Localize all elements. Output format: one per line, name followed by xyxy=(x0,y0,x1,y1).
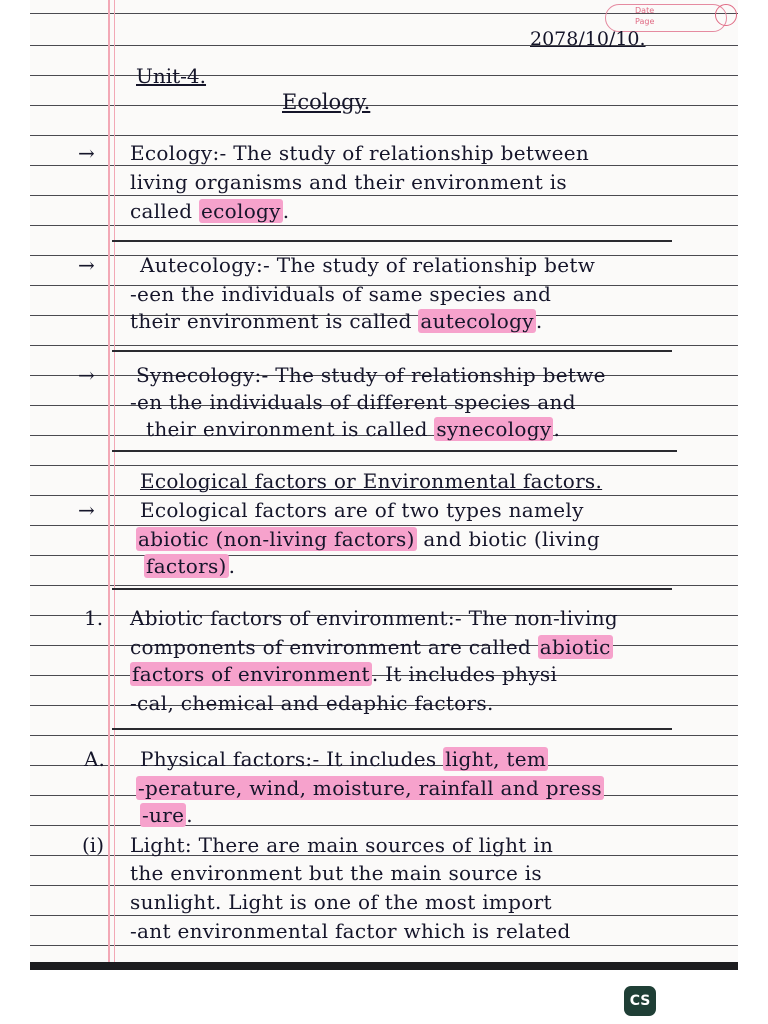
note-line: -ant environmental factor which is related xyxy=(130,919,571,943)
note-line: -cal, chemical and edaphic factors. xyxy=(130,691,494,715)
note-line: factors) . xyxy=(146,554,236,578)
section-marker: → xyxy=(78,363,95,387)
section-divider xyxy=(112,240,672,242)
note-line: their environment is called synecology . xyxy=(146,417,561,441)
section-marker: A. xyxy=(84,747,105,771)
note-line: -en the individuals of different species and xyxy=(130,390,576,414)
section-divider xyxy=(112,350,672,352)
note-line: living organisms and their environment is xyxy=(130,170,567,194)
handwritten-date: 2078/10/10. xyxy=(530,28,646,50)
section-marker: → xyxy=(78,253,95,277)
note-line: Autecology:- The study of relationship betw xyxy=(140,253,596,277)
note-line: factors of environment . It includes physi xyxy=(132,662,558,686)
camscanner-logo: CS xyxy=(624,986,656,1016)
stamp-circle-icon xyxy=(715,4,737,26)
section-divider xyxy=(112,588,672,590)
note-line: Light: There are main sources of light in xyxy=(130,833,554,857)
page-bottom-edge xyxy=(30,962,738,970)
note-line: -een the individuals of same species and xyxy=(130,282,552,306)
section-marker: → xyxy=(78,141,95,165)
note-line: Synecology:- The study of relationship betwe xyxy=(136,363,606,387)
section-heading: Ecological factors or Environmental factors. xyxy=(140,469,603,493)
note-line: components of environment are called abiotic xyxy=(130,635,611,659)
note-line: -perature, wind, moisture, rainfall and press xyxy=(138,776,602,800)
note-line: called ecology . xyxy=(130,199,290,223)
section-marker: → xyxy=(78,498,95,522)
note-line: Ecological factors are of two types namely xyxy=(140,498,584,522)
note-line: Ecology:- The study of relationship between xyxy=(130,141,590,165)
section-marker: (i) xyxy=(82,833,105,857)
note-line: -ure . xyxy=(142,803,193,827)
page-title: Ecology. xyxy=(282,90,371,114)
note-line: Abiotic factors of environment:- The non-living xyxy=(130,606,618,630)
note-line: sunlight. Light is one of the most import xyxy=(130,890,552,914)
unit-heading: Unit-4. xyxy=(136,64,207,88)
section-divider xyxy=(112,450,677,452)
date-label: Date xyxy=(635,6,655,15)
page-label: Page xyxy=(635,17,655,26)
note-line: their environment is called autecology . xyxy=(130,309,543,333)
section-divider xyxy=(112,728,672,730)
section-marker: 1. xyxy=(84,606,104,630)
note-line: abiotic (non-living factors) and biotic (living xyxy=(138,527,600,551)
note-line: the environment but the main source is xyxy=(130,861,542,885)
note-line: Physical factors:- It includes light, tem xyxy=(140,747,547,771)
